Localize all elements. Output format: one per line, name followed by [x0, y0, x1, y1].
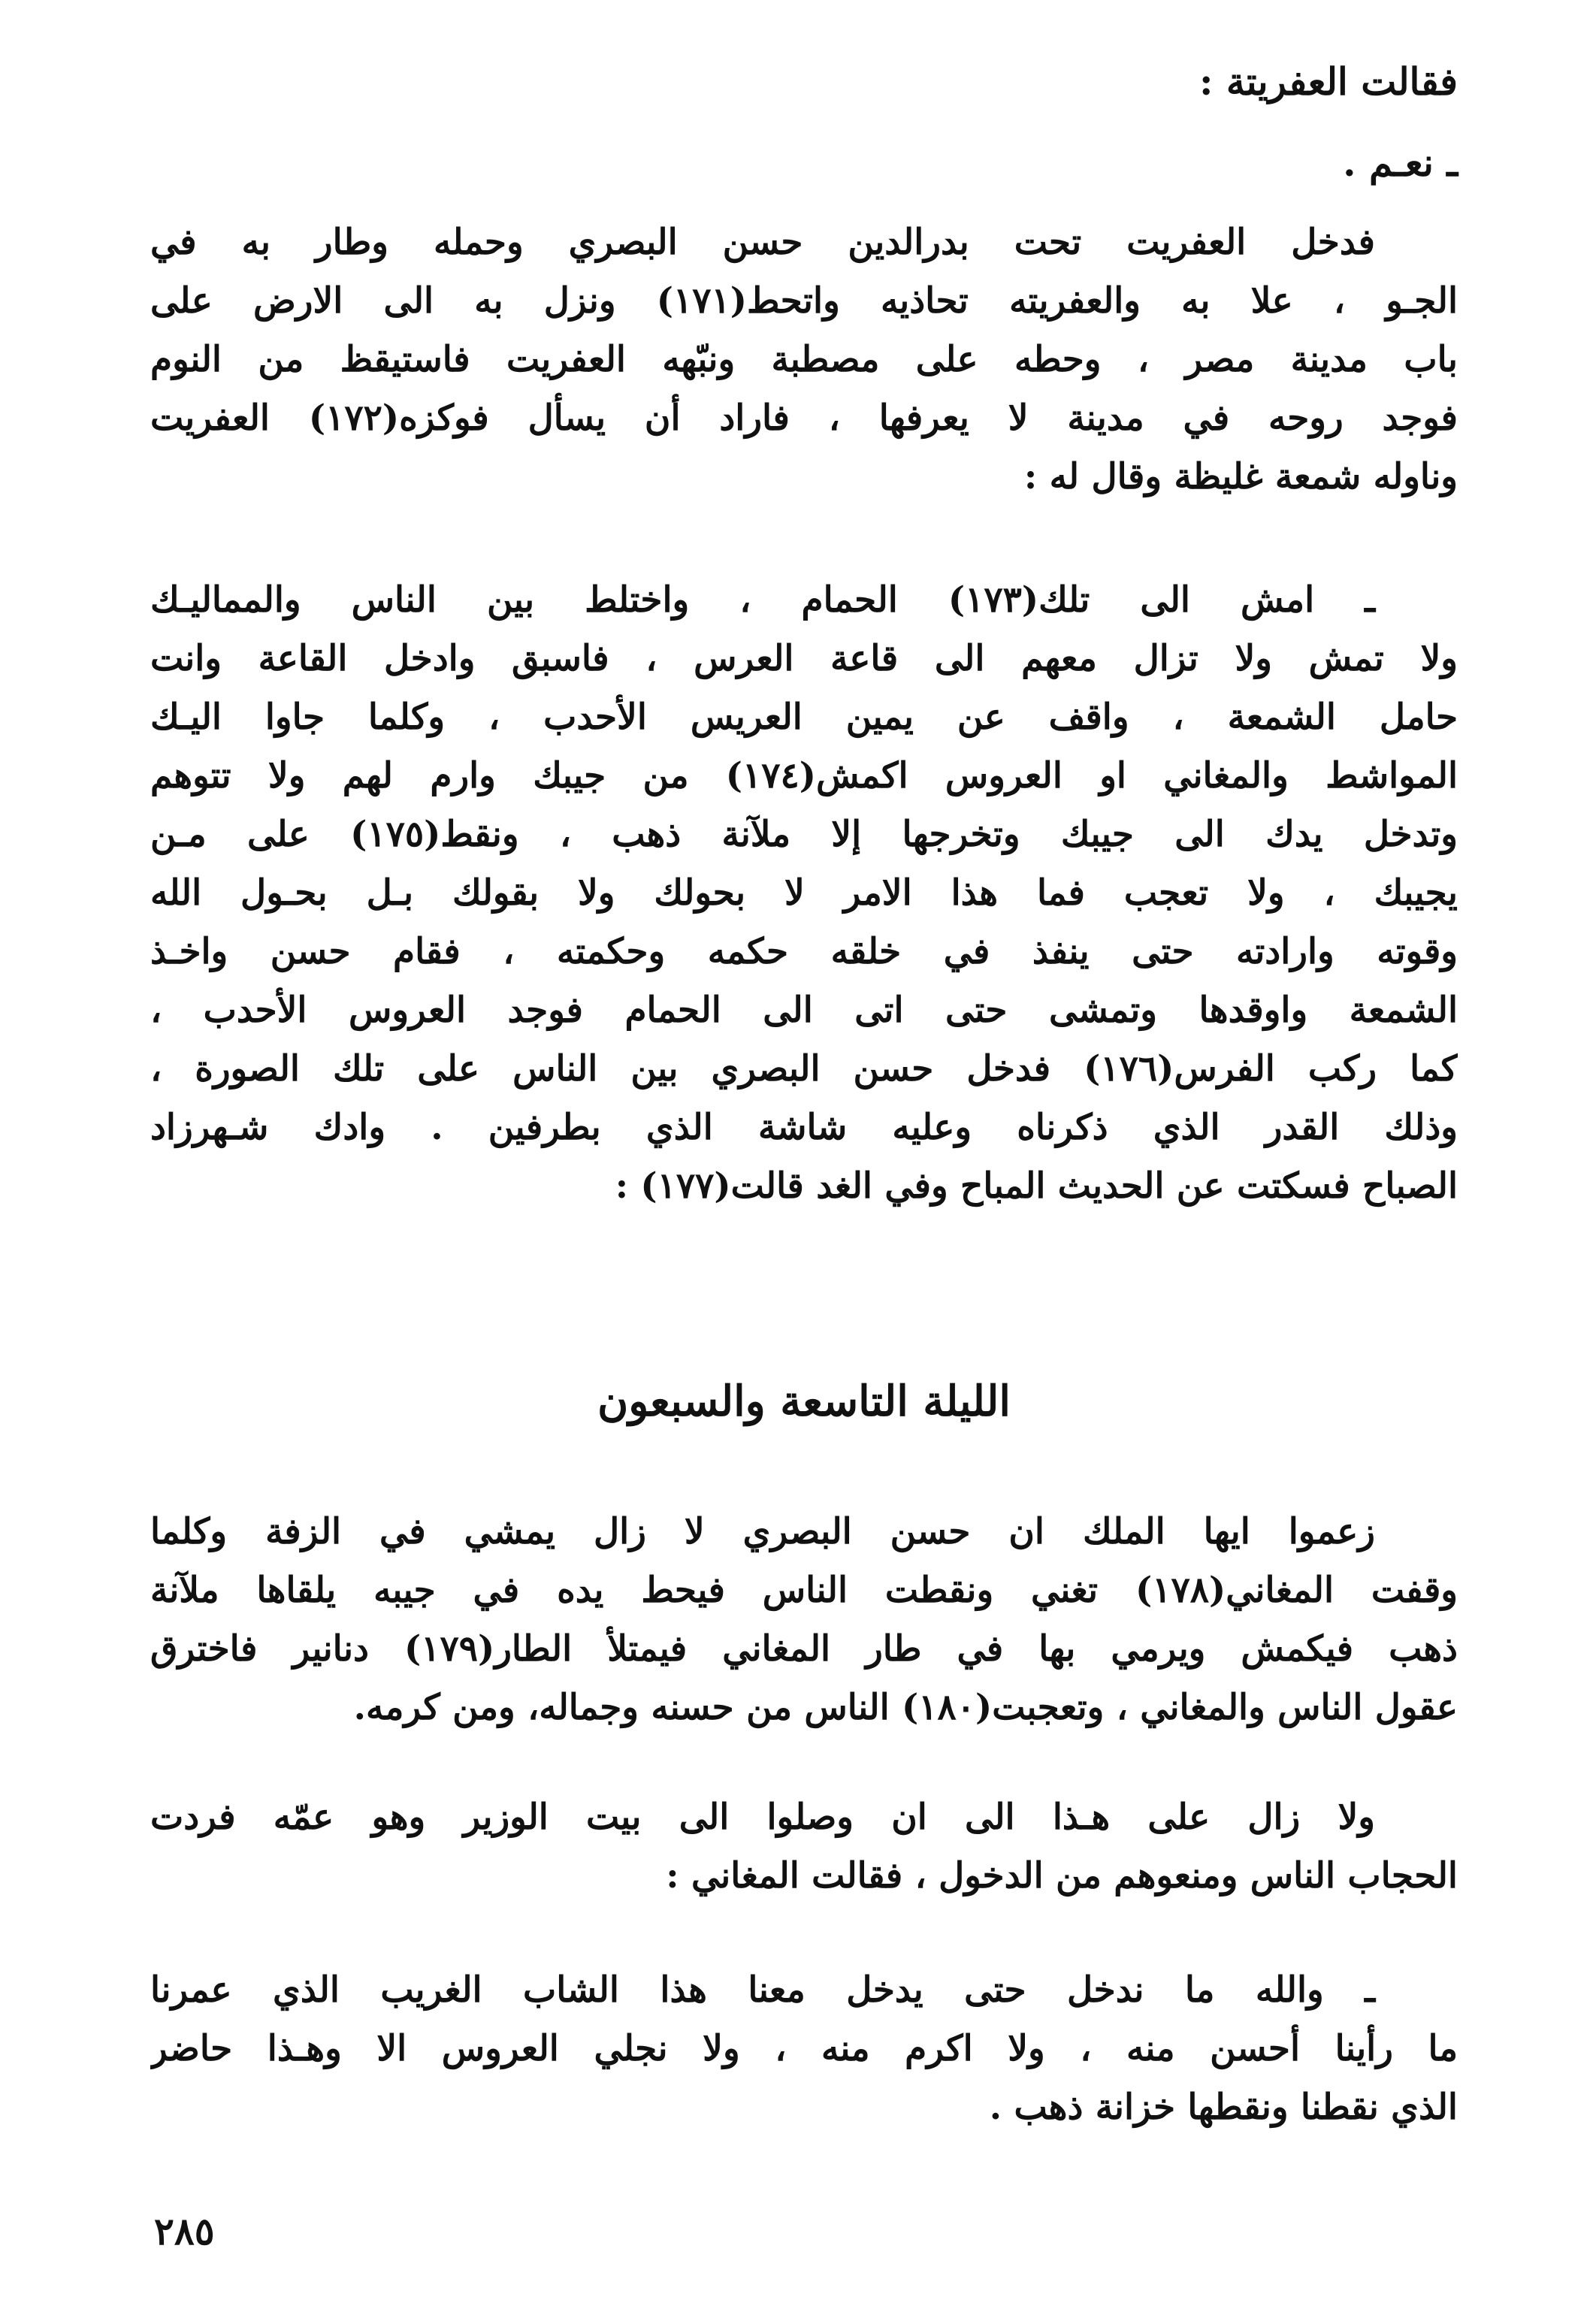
text-line: الصباح فسكتت عن الحديث المباح وفي الغد قالت(١٧٧) : [615, 1165, 1458, 1207]
text-line: الذي نقطنا ونقطها خزانة ذهب . [989, 2087, 1458, 2128]
text-line: زعموا ايها الملك ان حسن البصري لا زال يمشي في الزفة وكلما [150, 1511, 1375, 1552]
text-line: عقول الناس والمغاني ، وتعجبت(١٨٠) الناس من حسنه وجماله، ومن كرمه. [353, 1687, 1458, 1728]
page-number: ٢٨٥ [154, 2209, 215, 2253]
text-line: الحجاب الناس ومنعوهم من الدخول ، فقالت المغاني : [666, 1855, 1458, 1896]
text-line: وذلك القدر الذي ذكرناه وعليه شاشة الذي بطرفين . وادك شـهرزاد [150, 1107, 1458, 1148]
text-line: باب مدينة مصر ، وحطه على مصطبة ونبّهه العفريت فاستيقظ من النوم [150, 339, 1458, 380]
text-line: حامل الشمعة ، واقف عن يمين العريس الأحدب ، وكلما جاوا اليـك [150, 697, 1458, 738]
text-line: كما ركب الفرس(١٧٦) فدخل حسن البصري بين الناس على تلك الصورة ، [150, 1048, 1458, 1090]
text-line: ما رأينا أحسن منه ، ولا اكرم منه ، ولا نجلي العروس الا وهـذا حاضر [150, 2028, 1458, 2069]
text-line: وتدخل يدك الى جيبك وتخرجها إلا ملآنة ذهب ، ونقط(١٧٥) على مـن [150, 814, 1458, 855]
text-line: ـ والله ما ندخل حتى يدخل معنا هذا الشاب الغريب الذي عمرنا [150, 1969, 1375, 2011]
text-line: الشمعة واوقدها وتمشى حتى اتى الى الحمام فوجد العروس الأحدب ، [150, 990, 1458, 1031]
text-line: وناوله شمعة غليظة وقال له : [1023, 456, 1458, 497]
paragraph-2 [150, 571, 1458, 1216]
paragraph-4 [150, 1788, 1458, 1906]
text-line: وقوته وارادته حتى ينفذ في خلقه حكمه وحكمته ، فقام حسن واخـذ [150, 931, 1458, 972]
paragraph-3 [150, 1503, 1458, 1737]
paragraph-1 [150, 213, 1458, 506]
text-line: وقفت المغاني(١٧٨) تغني ونقطت الناس فيحط يده في جيبه يلقاها ملآنة [150, 1570, 1458, 1611]
text-line: ولا زال على هـذا الى ان وصلوا الى بيت الوزير وهو عمّه فردت [150, 1797, 1375, 1838]
text-line: يجيبك ، ولا تعجب فما هذا الامر لا بحولك ولا بقولك بـل بحـول الله [150, 872, 1458, 914]
speaker-line: فقالت العفريتة : [1199, 59, 1458, 104]
text-line: ولا تمش ولا تزال معهم الى قاعة العرس ، فاسبق وادخل القاعة وانت [150, 638, 1458, 679]
text-line: المواشط والمغاني او العروس اكمش(١٧٤) من جيبك وارم لهم ولا تتوهم [150, 755, 1458, 796]
text-line: الجـو ، علا به والعفريته تحاذيه واتحط(١٧١) ونزل به الى الارض على [150, 280, 1458, 322]
text-line: ذهب فيكمش ويرمي بها في طار المغاني فيمتلأ الطار(١٧٩) دنانير فاخترق [150, 1628, 1458, 1670]
chapter-heading: الليلة التاسعة والسبعون [597, 1377, 1011, 1426]
text-line: فدخل العفريت تحت بدرالدين حسن البصري وحمله وطار به في [150, 222, 1375, 263]
paragraph-5 [150, 1961, 1458, 2137]
text-line: فوجد روحه في مدينة لا يعرفها ، فاراد أن يسأل فوكزه(١٧٢) العفريت [150, 397, 1458, 439]
reply-line: ـ نعـم . [1343, 141, 1458, 185]
text-line: ـ امش الى تلك(١٧٣) الحمام ، واختلط بين الناس والمماليـك [150, 579, 1375, 621]
